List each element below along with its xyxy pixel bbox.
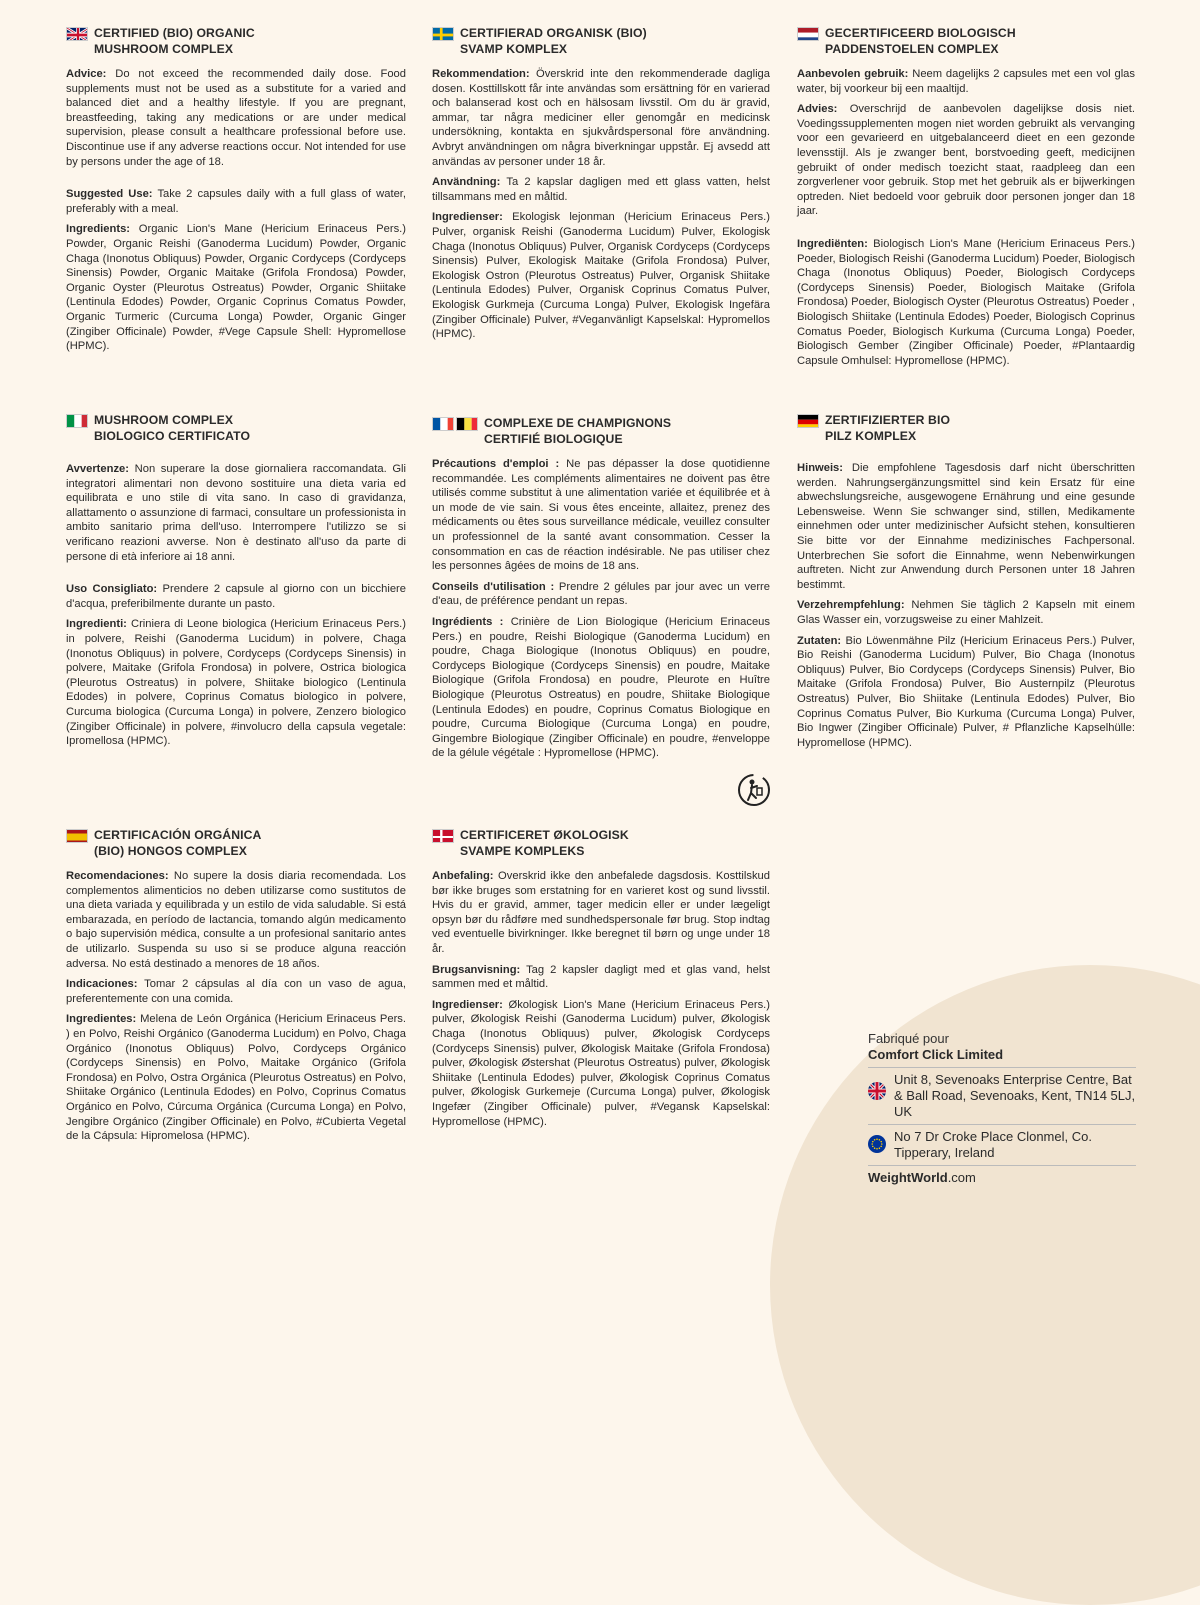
eu-address: No 7 Dr Croke Place Clonmel, Co. Tipperary, Ireland xyxy=(894,1129,1092,1160)
section-it xyxy=(66,413,406,755)
section-fr xyxy=(432,416,770,767)
section-da xyxy=(432,828,770,1135)
uk-round-flag-icon xyxy=(868,1082,886,1100)
recycle-person-icon xyxy=(737,773,771,807)
made-for-label: Fabriqué pour xyxy=(868,1031,949,1046)
manufacturer-box xyxy=(868,1031,1136,1186)
sweden-flag-icon xyxy=(432,27,454,41)
ingredients-paragraph: Ingredientes: Melena de León Orgánica (Hericium Erinaceus Pers. ) en Polvo, Reishi Orgánico (Ganoderma Lucidum) en Polvo, Chaga Orgánico (Inonotus Obliquus) Polvo, Cordyceps Orgánico (Cordyceps Sinensis) en Polvo, Maitake Orgánico (Grifola Frondosa) en Polvo, Ostra Orgánica (Pleurotus Ostreatus) en Polvo, Shiitake Orgánico (Lentinula Edodes) en Polvo, Coprinus Comatus Orgánico en Polvo, Cúrcuma Orgánica (Curcuma Longa) en Polvo, Jengibre Orgánico (Zingiber Officinale) en Polvo, #Cubierta Vegetal de la Cápsula: Hipromelosa (HPMC). xyxy=(66,1013,407,1143)
use-paragraph: Brugsanvisning: Tag 2 kapsler dagligt med et glas vand, helst sammen med et måltid. xyxy=(432,963,771,991)
advice-paragraph: Recomendaciones: No supere la dosis diaria recomendada. Los complementos alimenticios no deben utilizarse como sustitutos de una dieta variada y equilibrada y un estilo de vida saludable. Si está embarazada, en período de lactancia, tomando algún medicamento o bajo supervisión médica, consulte a un profesional sanitario antes de utilizarlo. Suspenda su uso si se produce alguna reacción adversa. No está destinado a menores de 18 años. xyxy=(66,870,407,970)
france-flag-icon xyxy=(432,417,454,431)
use-paragraph: Uso Consigliato: Prendere 2 capsule al giorno con un bicchiere d'acqua, preferibilmente durante un pasto. xyxy=(66,583,407,610)
advice-paragraph: Anbefaling: Overskrid ikke den anbefalede dagsdosis. Kosttilskud bør ikke bruges som erstatning for en varieret kost og sund livsstil. Hvis du er gravid, ammer, tager medicin eller er under lægeligt opsyn bør du rådføre med sundhedspersonale før brug. Stop indtag ved eventuelle bivirkninger. Ikke beregnet til børn og unge under 18 år. xyxy=(432,870,770,955)
advice-paragraph: Précautions d'emploi : Ne pas dépasser la dose quotidienne recommandée. Les compléments alimentaires ne doivent pas être utilisés comme substitut à une alimentation variée et équilibrée et à un mode de vie sain. Si vous êtes enceinte, allaitez, prenez des médicaments ou êtes sous surveillance médicale, veuillez consulter un professionnel de la santé avant consommation. Cesser la consommation en cas de réaction indésirable. Ne pas utiliser chez les personnes âgées de moins de 18 ans. xyxy=(432,458,770,573)
germany-flag-icon xyxy=(797,414,819,428)
section-title: MUSHROOM COMPLEX BIOLOGICO CERTIFICATO xyxy=(94,413,251,443)
use-paragraph: Conseils d'utilisation : Prendre 2 gélules par jour avec un verre d'eau, de préférence pendant un repas. xyxy=(432,580,770,608)
ingredients-paragraph: Ingrédients : Crinière de Lion Biologique (Hericium Erinaceus Pers.) en poudre, Reishi Biologique (Ganoderma Lucidum) en poudre, Chaga Biologique (Inonotus Obliquus) en poudre, Cordyceps Biologique (Cordyceps Sinensis) en poudre, Maitake Biologique (Grifola Frondosa) en poudre, Pleurote en Huître Biologique (Pleurotus Ostreatus) en poudre, Shiitake Biologique (Lentinula Edodes) en poudre, Coprinus Comatus Biologique en poudre, Curcuma Biologique (Curcuma Longa) en poudre, Gingembre Biologique (Zingiber Officinale) en poudre, #enveloppe de la gélule végétale : Hypromellose (HPMC). xyxy=(432,615,770,760)
advice-paragraph: Advies: Overschrijd de aanbevolen dagelijkse dosis niet. Voedingssupplementen mogen niet worden gebruikt als vervanging voor een gevarieerd en uitgebalanceerd dieet en een gezonde levensstijl. Als je zwanger bent, borstvoeding geeft, medicijnen gebruikt of onder medisch toezicht staat, raadpleeg dan een zorgverlener voor gebruik. Stop met het gebruik als er bijwerkingen optreden. Niet bedoeld voor gebruik door personen jonger dan 18 jaar. xyxy=(797,103,1135,218)
denmark-flag-icon xyxy=(432,829,454,843)
website[interactable]: WeightWorld.com xyxy=(868,1165,1136,1186)
section-title: CERTIFICACIÓN ORGÁNICA (BIO) HONGOS COMPLEX xyxy=(94,828,262,858)
uk-flag-icon xyxy=(66,27,88,41)
section-de xyxy=(797,413,1135,756)
eu-address-row xyxy=(868,1124,1136,1165)
ingredients-paragraph: Ingredienti: Criniera di Leone biologica (Hericium Erinaceus Pers.) in polvere, Reishi (Ganoderma Lucidum) in polvere, Chaga (Inonotus Obliquus) in polvere, Cordyceps (Cordyceps Sinensis) in polvere, Maitake (Grifola Frondosa) in polvere, Ostrica biologica (Pleurotus Ostreatus) in polvere, Shiitake biologico (Lentinula Edodes) in polvere, Coprinus Comatus biologico in polvere, Curcuma biologica (Curcuma Longa) in polvere, Zenzero biologico (Zingiber Officinale) in polvere, #involucro della capsula vegetale: Ipromellosa (HPMC). xyxy=(66,618,406,748)
use-paragraph: Verzehrempfehlung: Nehmen Sie täglich 2 Kapseln mit einem Glas Wasser ein, vorzugsweise zu einer Mahlzeit. xyxy=(797,599,1136,626)
advice-paragraph: Avvertenze: Non superare la dose giornaliera raccomandata. Gli integratori alimentari non devono sostituire una dieta varia ed equilibrata e uno stile di vita sano. In caso di gravidanza, allattamento o assunzione di farmaci, consultare un professionista in ambito sanitario prima dell'uso. Interrompere l'utilizzo se si verificano reazioni avverse. Non è destinato all'uso da parte di persone di età inferiore ai 18 anni. xyxy=(66,463,406,563)
section-sv xyxy=(432,26,770,348)
section-title: CERTIFIED (BIO) ORGANIC MUSHROOM COMPLEX xyxy=(94,26,255,56)
section-title: CERTIFIERAD ORGANISK (BIO) SVAMP KOMPLEX xyxy=(460,26,647,56)
section-es xyxy=(66,828,406,1150)
uk-address: Unit 8, Sevenoaks Enterprise Centre, Bat & Ball Road, Sevenoaks, Kent, TN14 5LJ, UK xyxy=(894,1072,1136,1119)
use-paragraph: Indicaciones: Tomar 2 cápsulas al día con un vaso de agua, preferentemente con una comida. xyxy=(66,978,406,1005)
ingredients-paragraph: Ingredients: Organic Lion's Mane (Hericium Erinaceus Pers.) Powder, Organic Reishi (Ganoderma Lucidum) Powder, Organic Chaga (Inonotus Obliquus) Powder, Organic Cordyceps (Cordyceps Sinensis) Powder, Organic Maitake (Grifola Frondosa) Powder, Organic Oyster (Pleurotus Ostreatus) Powder, Organic Shiitake (Lentinula Edodes) Powder, Organic Coprinus Comatus Powder, Organic Turmeric (Curcuma Longa) Powder, Organic Ginger (Zingiber Officinale) Powder, #Vege Capsule Shell: Hypromellose (HPMC). xyxy=(66,223,406,353)
uk-address-row xyxy=(868,1067,1136,1124)
section-title: ZERTIFIZIERTER BIO PILZ KOMPLEX xyxy=(825,413,951,443)
section-nl xyxy=(797,26,1135,374)
ingredients-paragraph: Ingredienser: Økologisk Lion's Mane (Hericium Erinaceus Pers.) pulver, Økologisk Reishi (Ganoderma Lucidum) pulver, Økologisk Chaga (Inonotus Obliquus) pulver, Økologisk Cordyceps (Cordyceps Sinensis) pulver, Økologisk Maitake (Grifola Frondosa) pulver, Økologisk Østershat (Pleurotus Ostreatus) pulver, Økologisk Shiitake (Lentinula Edodes) pulver, Økologisk Coprinus Comatus pulver, Økologisk Gurkemeje (Curcuma Longa) pulver, Økologisk Ingefær (Zingiber Officinale) pulver, #Vegansk Kapselskal: Hypromellose (HPMC). xyxy=(432,998,770,1128)
use-paragraph: Aanbevolen gebruik: Neem dagelijks 2 capsules met een vol glas water, bij voorkeur bij een maaltijd. xyxy=(797,68,1135,95)
section-title: CERTIFICERET ØKOLOGISK SVAMPE KOMPLEKS xyxy=(460,828,629,858)
ingredients-paragraph: Zutaten: Bio Löwenmähne Pilz (Hericium Erinaceus Pers.) Pulver, Bio Reishi (Ganoderma Lucidum) Pulver, Bio Chaga (Inonotus Obliquus) Pulver, Bio Cordyceps (Cordyceps Sinensis) Pulver, Bio Maitake (Grifola Frondosa) Pulver, Bio Austernpilz (Pleurotus Ostreatus) Pulver, Bio Shiitake (Lentinula Edodes) Pulver, Bio Coprinus Comatus Pulver, Bio Kurkuma (Curcuma Longa) Pulver, Bio Ingwer (Zingiber Officinale) Pulver, # Pflanzliche Kapselhülle: Hypromellose (HPMC). xyxy=(797,634,1136,749)
advice-paragraph: Hinweis: Die empfohlene Tagesdosis darf nicht überschritten werden. Nahrungsergänzungsmittel sind kein Ersatz für eine abwechslungsreiche, ausgewogene Ernährung und eine gesunde Lebensweise. Wenn Sie schwanger sind, stillen, Medikamente einnehmen oder unter medizinischer Aufsicht stehen, konsultieren Sie bitte vor der Einnahme medizinisches Fachpersonal. Unterbrechen Sie sofort die Einnahme, wenn Nebenwirkungen auftreten. Nicht zur Anwendung durch Personen unter 18 Jahren bestimmt. xyxy=(797,462,1135,591)
section-title: COMPLEXE DE CHAMPIGNONS CERTIFIÉ BIOLOGIQUE xyxy=(484,416,672,446)
belgium-flag-icon xyxy=(456,417,478,431)
advice-paragraph: Rekommendation: Överskrid inte den rekommenderade dagliga dosen. Kosttillskott får inte användas som ersättning för en varierad och balanserad kost och en hälsosam livsstil. Om du är gravid, ammar, tar några mediciner eller genomgår en medicinsk undersökning, kontakta en sjukvårdspersonal före användning. Avbryt användningen om några biverkningar uppstår. Ej avsedd att användas av personer under 18 år. xyxy=(432,68,771,168)
spain-flag-icon xyxy=(66,829,88,843)
company-name: Comfort Click Limited xyxy=(868,1047,1004,1062)
use-paragraph: Suggested Use: Take 2 capsules daily with a full glass of water, preferably with a meal. xyxy=(66,188,407,215)
eu-flag-icon xyxy=(868,1135,886,1153)
italy-flag-icon xyxy=(66,414,88,428)
section-en xyxy=(66,26,406,360)
ingredients-paragraph: Ingredienser: Ekologisk lejonman (Hericium Erinaceus Pers.) Pulver, organisk Reishi (Ganoderma Lucidum) Pulver, Ekologisk Chaga (Inonotus Obliquus) Pulver, Organisk Cordyceps (Cordyceps Sinensis) Pulver, Ekologisk Maitake (Grifola Frondosa) Pulver, Ekologisk Ostron (Pleurotus Ostreatus) Pulver, Organisk Shiitake (Lentinula Edodes) Pulver, Organisk Coprinus Comatus Pulver, Ekologisk Gurkmeja (Curcuma Longa) Pulver, Ekologisk Ingefära (Zingiber Officinale) Pulver, #Veganvänligt Kapselskal: Hypromellos (HPMC). xyxy=(432,211,770,341)
ingredients-paragraph: Ingrediënten: Biologisch Lion's Mane (Hericium Erinaceus Pers.) Poeder, Biologisch Reishi (Ganoderma Lucidum) Poeder, Biologisch Chaga (Inonotus Obliquus) Poeder, Biologisch Cordyceps (Cordyceps Sinensis) Poeder, Biologisch Maitake (Grifola Frondosa) Poeder, Biologisch Oyster (Pleurotus Ostreatus) Poeder , Biologisch Shiitake (Lentinula Edodes) Poeder, Biologisch Coprinus Comatus Poeder, Biologisch Kurkuma (Curcuma Longa) Poeder, Biologisch Gember (Zingiber Officinale) Poeder, #Plantaardig Capsule Omhulsel: Hypromellose (HPMC). xyxy=(797,237,1135,367)
netherlands-flag-icon xyxy=(797,27,819,41)
section-title: GECERTIFICEERD BIOLOGISCH PADDENSTOELEN COMPLEX xyxy=(825,26,1016,56)
advice-paragraph: Advice: Do not exceed the recommended daily dose. Food supplements must not be used as a substitute for a varied and balanced diet and a healthy lifestyle. If you are pregnant, breastfeeding, taking any medications or are under medical supervision, please consult a healthcare professional before use. Discontinue use if any adverse reactions occur. Not intended for use by persons under the age of 18. xyxy=(66,68,406,168)
use-paragraph: Användning: Ta 2 kapslar dagligen med ett glass vatten, helst tillsammans med en måltid. xyxy=(432,176,770,203)
